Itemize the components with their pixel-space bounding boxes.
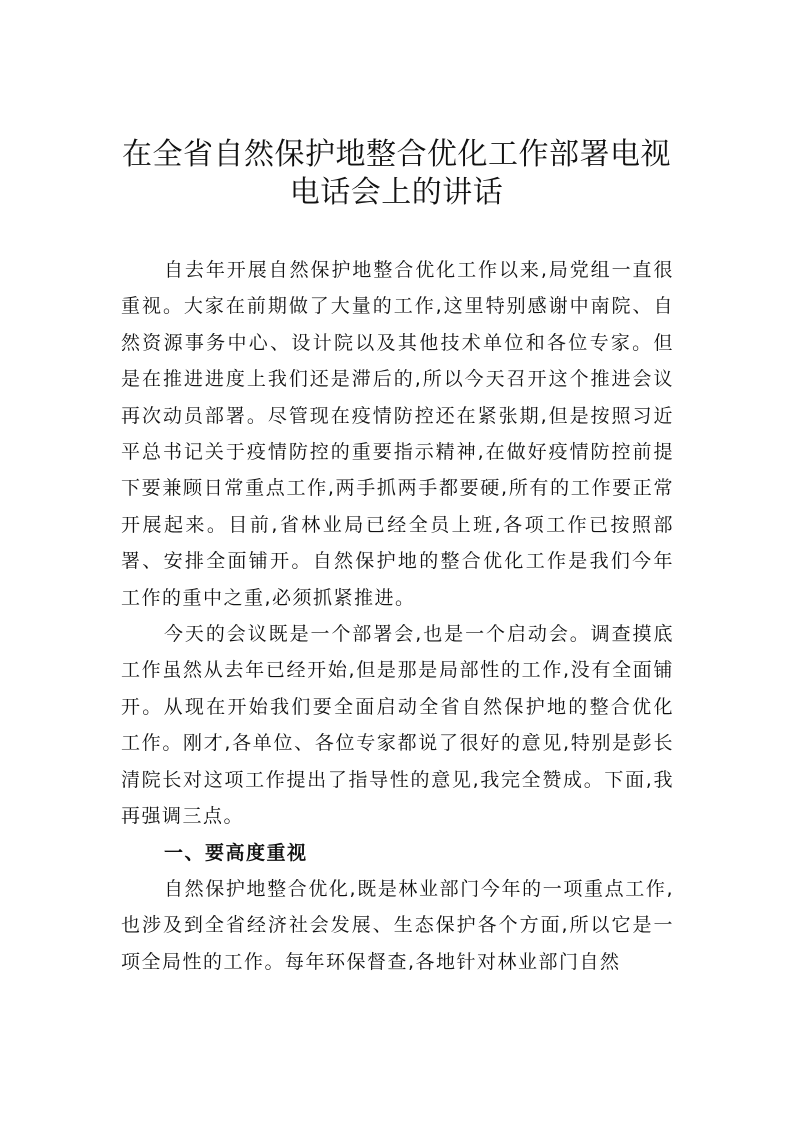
paragraph-3: 自然保护地整合优化,既是林业部门今年的一项重点工作,也涉及到全省经济社会发展、生态保护各个方面,所以它是一项全局性的工作。每年环保督查,各地针对林业部门自然 bbox=[121, 877, 674, 973]
paragraph-2: 今天的会议既是一个部署会,也是一个启动会。调查摸底工作虽然从去年已经开始,但是那是局部性的工作,没有全面铺开。从现在开始我们要全面启动全省自然保护地的整合优化工作。刚才,各单位、各位专家都说了很好的意见,特别是彭长清院长对这项工作提出了指导性的意见,我完全赞成。下面,我再强调三点。 bbox=[121, 623, 674, 828]
title-line-1: 在全省自然保护地整合优化工作部署电视 bbox=[122, 137, 671, 172]
document-body bbox=[121, 252, 674, 980]
document-title bbox=[80, 136, 713, 212]
section-heading-1: 一、要高度重视 bbox=[164, 841, 308, 864]
title-line-2: 电话会上的讲话 bbox=[289, 175, 504, 210]
paragraph-1: 自去年开展自然保护地整合优化工作以来,局党组一直很重视。大家在前期做了大量的工作,这里特别感谢中南院、自然资源事务中心、设计院以及其他技术单位和各位专家。但是在推进进度上我们还是滞后的,所以今天召开这个推进会议再次动员部署。尽管现在疫情防控还在紧张期,但是按照习近平总书记关于疫情防控的重要指示精神,在做好疫情防控前提下要兼顾日常重点工作,两手抓两手都要硬,所有的工作要正常开展起来。目前,省林业局已经全员上班,各项工作已按照部署、安排全面铺开。自然保护地的整合优化工作是我们今年工作的重中之重,必须抓紧推进。 bbox=[121, 259, 674, 609]
